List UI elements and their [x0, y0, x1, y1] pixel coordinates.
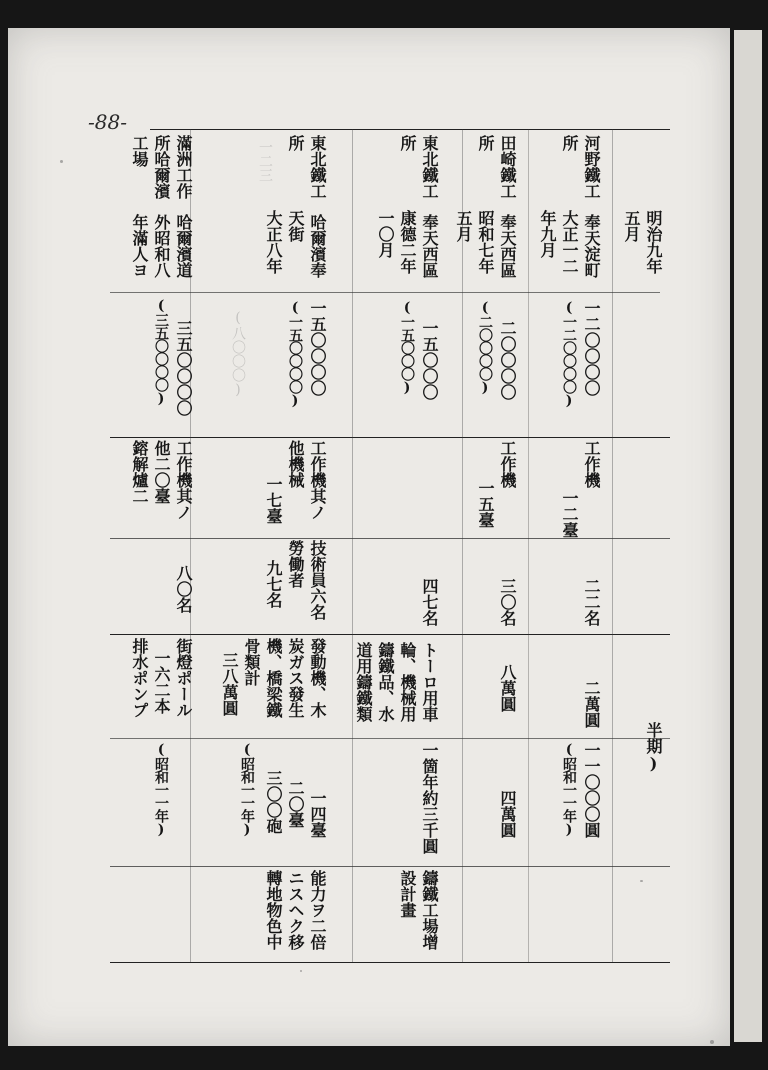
cell-location: 年滿人ヨ: [130, 214, 149, 278]
cell-capital-note: (二〇〇〇〇): [477, 300, 493, 395]
column-divider: [462, 129, 463, 962]
cell-location: 哈爾濱道: [174, 214, 193, 278]
cell-annual: 三〇〇砲: [264, 770, 283, 834]
cell-location: 大正一二: [560, 210, 579, 274]
cell-workers: 勞働者: [286, 540, 305, 588]
cell-location: 奉天西區: [498, 214, 517, 278]
cell-annual-note: (昭和一一年): [239, 742, 255, 837]
cell-annual: 一箇年約三千圓: [420, 742, 439, 854]
cell-products: 發動機、木: [308, 638, 327, 718]
cell-workers: 四七名: [420, 578, 439, 626]
cell-location: 昭和七年: [476, 210, 495, 274]
cell-location: 天街: [286, 210, 305, 242]
cell-equipment: 他機械: [286, 440, 305, 488]
scan-speck: [300, 970, 302, 972]
column-divider: [612, 129, 613, 962]
cell-products: 骨類計: [242, 638, 261, 686]
page-number: -88-: [88, 110, 127, 134]
cell-location: 奉天淀町: [582, 214, 601, 278]
cell-location: 大正八年: [264, 210, 283, 274]
cell-capital-note: (一二〇〇〇〇): [561, 300, 577, 408]
cell-equipment: 工作機其ノ: [174, 440, 193, 520]
cell-name: 所: [286, 135, 305, 151]
cell-products: 二萬圓: [582, 680, 601, 728]
cell-products: 機、橋梁鐵: [264, 638, 283, 718]
cell-capital: 二〇〇〇〇: [498, 320, 517, 400]
cell-name: 工場: [130, 135, 149, 167]
cell-name: 東北鐵工: [420, 135, 439, 199]
cell-location: 康德二年: [398, 210, 417, 274]
cell-name: 田崎鐵工: [498, 135, 517, 199]
cell-products: 排水ポンプ: [130, 638, 149, 718]
cell-equipment: 他二〇臺: [152, 440, 171, 504]
cell-annual: 四萬圓: [498, 790, 517, 838]
cell-annual-note: 半期): [644, 722, 663, 773]
cell-remarks: 鑄鐵工場增: [420, 870, 439, 950]
cell-products: 道用鑄鐵類: [354, 642, 373, 722]
column-divider: [352, 129, 353, 962]
scan-speck: [60, 160, 63, 163]
cell-name: 滿洲工作: [174, 135, 193, 199]
cell-equipment: 一五臺: [476, 480, 495, 528]
table-rule: [110, 634, 670, 635]
document-page: [8, 28, 730, 1046]
cell-annual-note: (昭和一一年): [153, 742, 169, 837]
cell-workers: 八〇名: [174, 565, 193, 613]
cell-capital: 一二〇〇〇〇: [582, 300, 601, 396]
cell-products: 八萬圓: [498, 664, 517, 712]
cell-annual: 一四臺: [308, 790, 327, 838]
scan-speck: [640, 880, 643, 882]
cell-location: 奉天西區: [420, 214, 439, 278]
cell-products: 炭ガス發生: [286, 638, 305, 718]
table-rule: [110, 437, 670, 438]
cell-capital: 一五〇〇〇〇: [308, 300, 327, 396]
cell-name: 所哈爾濱: [152, 135, 171, 199]
cell-equipment: 工作機其ノ: [308, 440, 327, 520]
cell-location: 年九月: [538, 210, 557, 258]
cell-annual: 一一〇〇〇圓: [582, 742, 601, 838]
cell-remarks: 設計畫: [398, 870, 417, 918]
cell-founded: 明治九年: [644, 210, 663, 274]
cell-equipment: 一二臺: [560, 490, 579, 538]
scan-speck: [710, 1040, 714, 1044]
adjacent-page-edge: [734, 30, 762, 1042]
cell-annual-note: (昭和一一年): [561, 742, 577, 837]
bleed-through-mark: (八〇〇〇): [230, 310, 246, 398]
cell-location: 哈爾濱奉: [308, 214, 327, 278]
cell-workers: 九七名: [264, 560, 283, 608]
bleed-through-mark: 一二三: [257, 140, 273, 182]
cell-workers: 技術員六名: [308, 540, 327, 620]
table-bottom-rule: [110, 962, 670, 963]
cell-remarks: ニスヘク移: [286, 870, 305, 950]
cell-products: 鑄鐵品、水: [376, 642, 395, 722]
cell-equipment: 鎔解爐二: [130, 440, 149, 504]
cell-products: 輪、機械用: [398, 642, 417, 722]
table-rule: [110, 738, 670, 739]
cell-equipment: 工作機: [498, 440, 517, 488]
cell-capital: 三五〇〇〇〇: [174, 320, 193, 416]
cell-capital-note: (一五〇〇〇〇): [287, 300, 303, 408]
table-rule: [110, 866, 670, 867]
cell-capital-note: (三五〇〇〇〇): [153, 298, 169, 406]
cell-name: 河野鐵工: [582, 135, 601, 199]
cell-founded: 五月: [622, 210, 641, 242]
cell-name: 所: [560, 135, 579, 151]
table-top-rule: [150, 129, 670, 130]
cell-name: 所: [476, 135, 495, 151]
table-rule: [110, 292, 660, 293]
cell-equipment: 一七臺: [264, 476, 283, 524]
cell-name: 所: [398, 135, 417, 151]
table-rule: [110, 538, 670, 539]
cell-location: 一〇月: [376, 210, 395, 258]
cell-remarks: 能力ヲ二倍: [308, 870, 327, 950]
cell-workers: 二二名: [582, 578, 601, 626]
cell-remarks: 轉地物色中: [264, 870, 283, 950]
cell-products: 三八萬圓: [220, 652, 239, 716]
cell-products: トーロ用車: [420, 642, 439, 722]
cell-location: 外昭和八: [152, 214, 171, 278]
cell-capital-note: (一五〇〇〇): [399, 300, 415, 395]
cell-capital: 一五〇〇〇: [420, 320, 439, 400]
cell-name: 東北鐵工: [308, 135, 327, 199]
cell-workers: 三〇名: [498, 578, 517, 626]
cell-products: 一六二本: [152, 650, 171, 714]
cell-location: 五月: [454, 210, 473, 242]
column-divider: [528, 129, 529, 962]
cell-annual: 二〇臺: [286, 780, 305, 828]
cell-equipment: 工作機: [582, 440, 601, 488]
cell-products: 街燈ポール: [174, 638, 193, 718]
